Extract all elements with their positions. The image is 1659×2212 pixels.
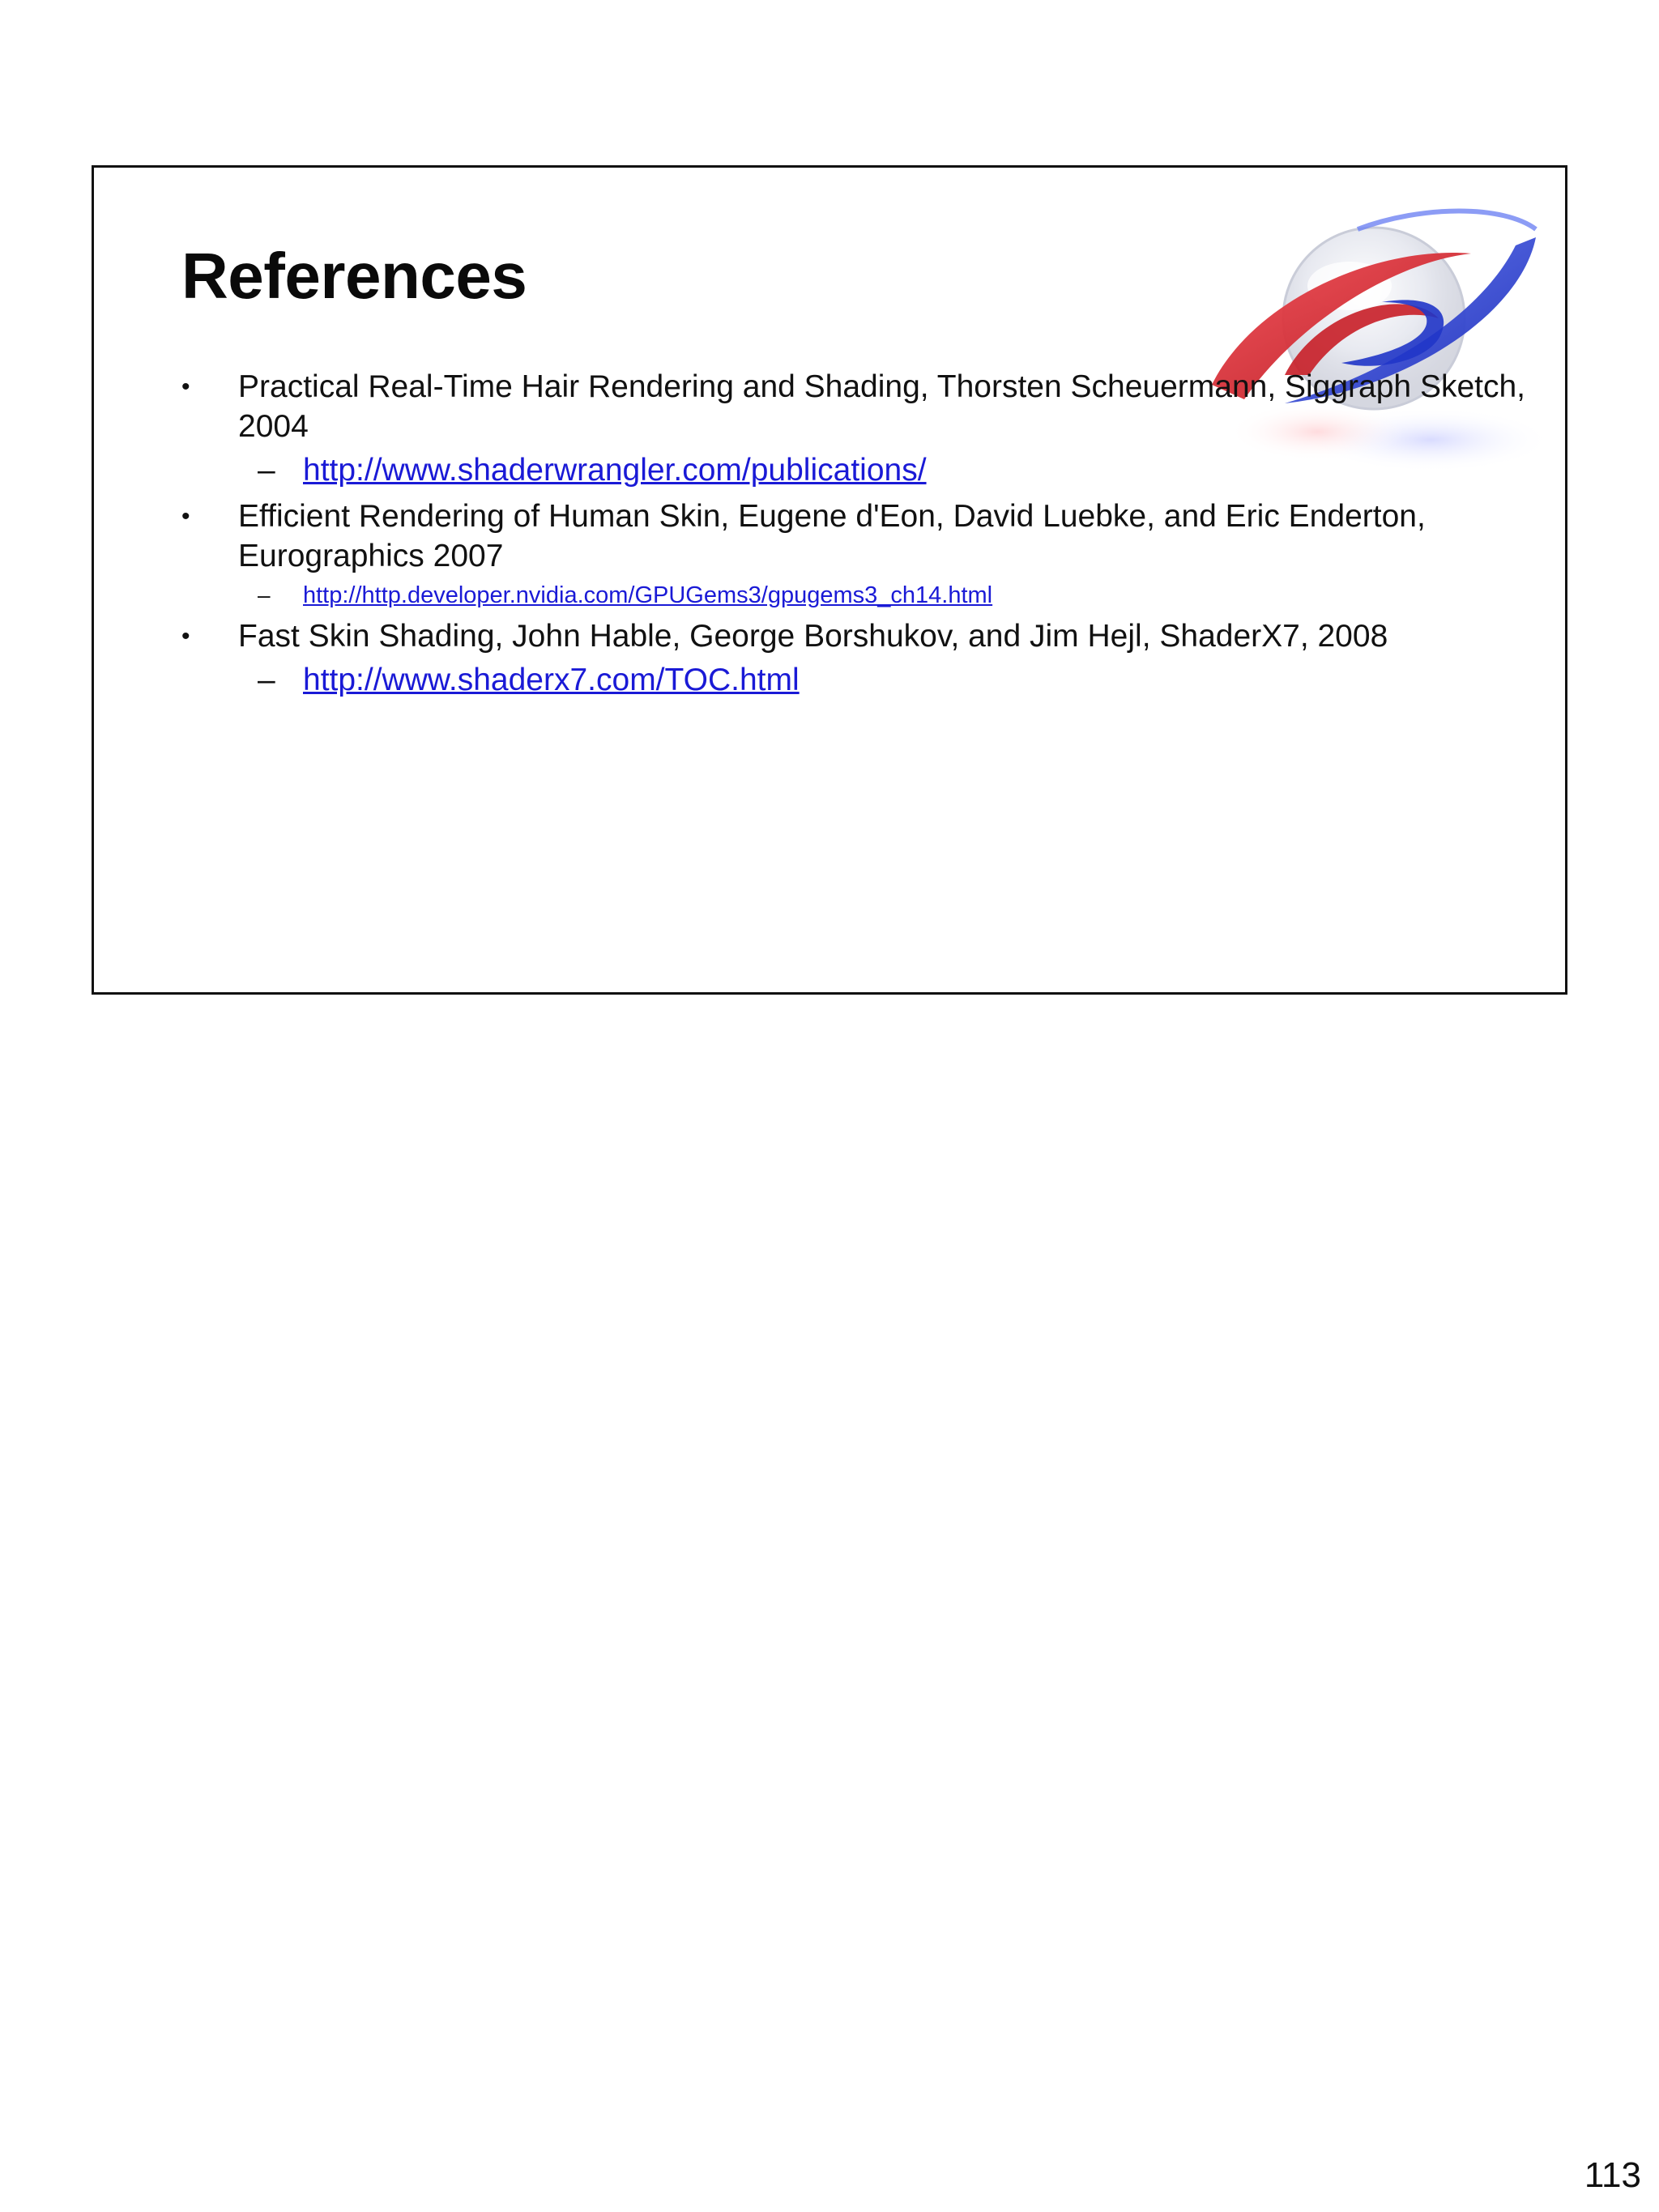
reference-link-item [238, 659, 1542, 701]
reference-link-list [238, 659, 1542, 701]
reference-list [181, 367, 1542, 706]
reference-item [181, 367, 1542, 492]
dash-icon: – [258, 453, 275, 488]
reference-link-list [238, 450, 1542, 492]
reference-link-item [238, 579, 1542, 612]
bullet-icon: • [181, 503, 190, 530]
page-number: 113 [1584, 2155, 1641, 2195]
dash-icon: – [258, 582, 271, 607]
reference-text: Practical Real-Time Hair Rendering and Shading, Thorsten Scheuermann, Siggraph Sketch, 2004 [238, 369, 1526, 444]
bullet-icon: • [181, 623, 190, 650]
dash-icon: – [258, 663, 275, 697]
reference-item [181, 616, 1542, 701]
reference-link[interactable]: http://http.developer.nvidia.com/GPUGems3/gpugems3_ch14.html [303, 582, 993, 608]
reference-link-item [238, 450, 1542, 492]
reference-text: Efficient Rendering of Human Skin, Eugene d'Eon, David Luebke, and Eric Enderton, Eurographics 2007 [238, 499, 1426, 573]
slide-title: References [181, 240, 527, 312]
reference-link[interactable]: http://www.shaderwrangler.com/publications/ [303, 453, 927, 488]
reference-text: Fast Skin Shading, John Hable, George Borshukov, and Jim Hejl, ShaderX7, 2008 [238, 619, 1388, 654]
reference-link-list [238, 579, 1542, 612]
reference-item [181, 497, 1542, 612]
bullet-icon: • [181, 373, 190, 400]
slide-frame [92, 165, 1567, 995]
reference-link[interactable]: http://www.shaderx7.com/TOC.html [303, 663, 800, 697]
